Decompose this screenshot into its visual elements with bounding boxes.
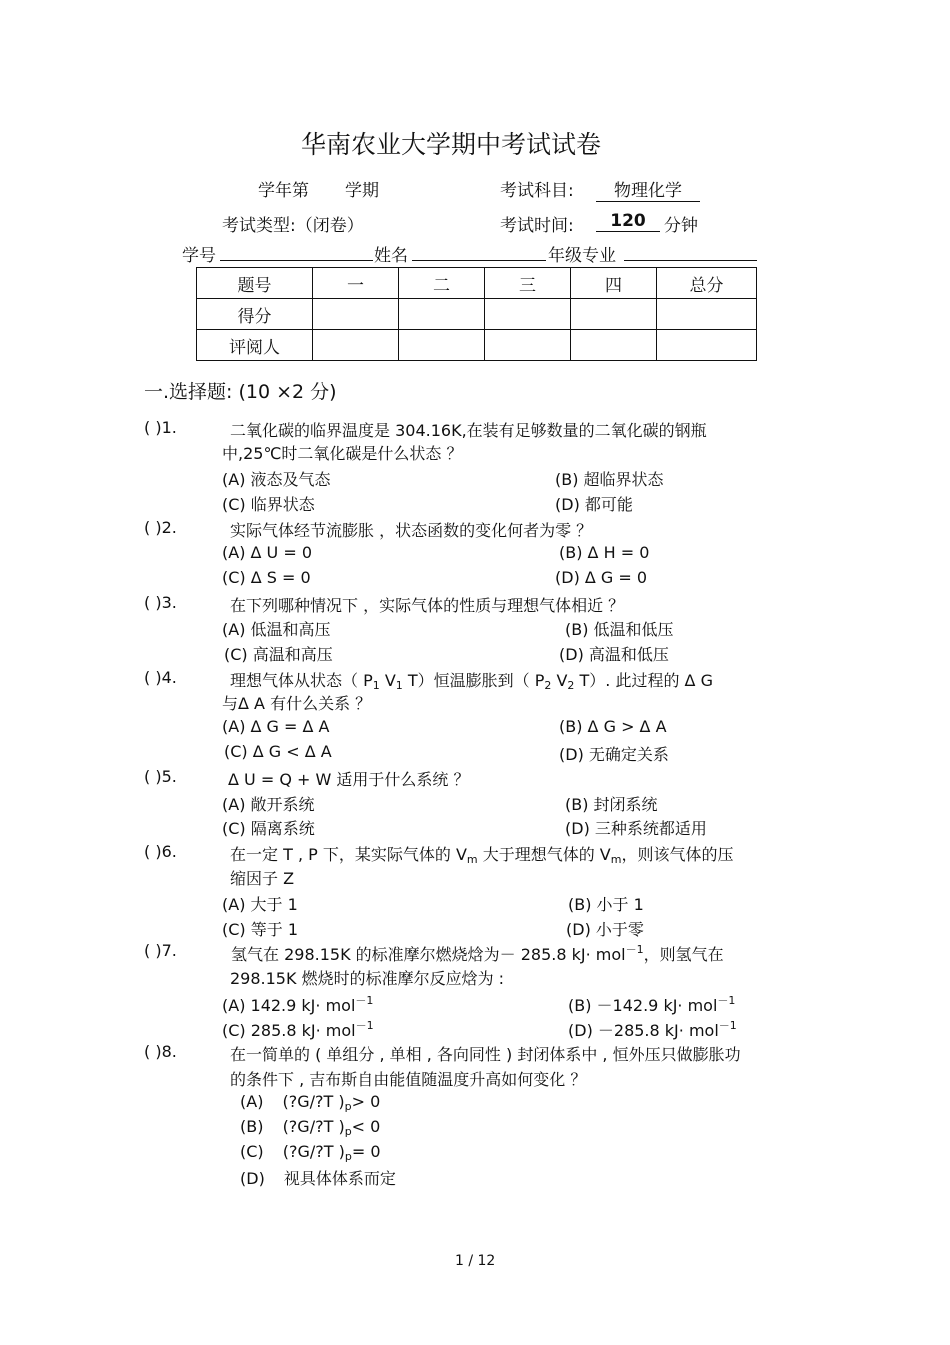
question-text: Δ U = Q + W 适用于什么系统 ？ (228, 770, 470, 789)
major-label: 年级专业 (548, 246, 616, 266)
text-segment: V (379, 671, 396, 690)
section-title: 一.选择题: (10 ×2 分) (144, 381, 337, 403)
option-c[interactable] (222, 1017, 374, 1040)
question-text: 二氧化碳的临界温度是 304.16K,在装有足够数量的二氧化碳的钢瓶 (230, 421, 707, 440)
option-b[interactable]: (B) Δ G > Δ A (559, 717, 667, 736)
subscript: p (344, 1125, 352, 1138)
option-text: < 0 (351, 1117, 381, 1136)
student-id-label: 学号 (182, 246, 216, 266)
option-b[interactable]: (B) 超临界状态 (555, 470, 664, 489)
subscript: p (344, 1150, 352, 1163)
reviewer-cell[interactable] (657, 330, 757, 361)
option-label: (D) (240, 1169, 265, 1188)
student-id-field[interactable] (220, 260, 373, 261)
option-c[interactable]: (C) Δ S = 0 (222, 568, 311, 587)
option-text: (C) 285.8 kJ· mol (222, 1021, 356, 1040)
option-d[interactable] (568, 1017, 737, 1041)
option-d[interactable]: (D) 都可能 (555, 495, 633, 514)
subject-label: 考试科目: (500, 181, 574, 201)
question-number: ( )8. (144, 1042, 177, 1061)
reviewer-cell[interactable] (313, 330, 399, 361)
reviewer-cell[interactable] (399, 330, 485, 361)
subscript: p (344, 1100, 352, 1113)
text-segment: T）. 此过程的 Δ G (574, 671, 713, 690)
question-number: ( )1. (144, 418, 177, 437)
option-c[interactable] (240, 1142, 381, 1163)
exam-type: 考试类型:（闭卷） (222, 216, 364, 236)
option-text: (B) －142.9 kJ· mol (568, 996, 718, 1015)
subscript: m (610, 853, 622, 866)
option-label: (A) (240, 1092, 264, 1111)
score-cell[interactable] (485, 299, 571, 330)
question-text (230, 842, 733, 866)
text-segment: 理想气体从状态（ P (230, 671, 373, 690)
score-cell[interactable] (399, 299, 485, 330)
year-label: 学年第 (258, 181, 309, 201)
table-row (197, 330, 757, 361)
table-row (197, 268, 757, 299)
superscript: －1 (355, 1019, 374, 1032)
option-label: (C) (240, 1142, 264, 1161)
question-text: 在一简单的 ( 单组分 , 单相 , 各向同性 ) 封闭体系中 , 恒外压只做膨胀功 (230, 1045, 741, 1064)
option-label: (B) (240, 1117, 264, 1136)
table-header-cell: 四 (571, 268, 657, 299)
table-header-cell: 题号 (197, 268, 313, 299)
table-header-cell: 二 (399, 268, 485, 299)
option-d[interactable]: (D) 高温和低压 (559, 645, 669, 664)
text-segment: T）恒温膨胀到（ P (402, 671, 545, 690)
subscript: 2 (567, 679, 575, 692)
page-title: 华南农业大学期中考试试卷 (301, 130, 602, 159)
option-a[interactable]: (A) 液态及气态 (222, 470, 331, 489)
reviewer-cell[interactable] (571, 330, 657, 361)
option-c[interactable]: (C) 高温和高压 (224, 645, 333, 664)
text-segment: 氢气在 298.15K 的标准摩尔燃烧焓为－ 285.8 kJ· mol (231, 945, 626, 964)
question-text: 中,25℃时二氧化碳是什么状态 ？ (222, 444, 463, 463)
score-cell[interactable] (657, 299, 757, 330)
time-unit: 分钟 (664, 216, 698, 236)
subscript: 1 (372, 679, 380, 692)
option-d[interactable]: (D) 三种系统都适用 (565, 819, 707, 838)
text-segment: 在一定 T , P 下，某实际气体的 V (230, 845, 467, 864)
question-number: ( )6. (144, 842, 177, 861)
question-text: 的条件下 , 吉布斯自由能值随温度升高如何变化 ？ (230, 1070, 587, 1089)
option-text: (D) －285.8 kJ· mol (568, 1021, 719, 1040)
table-header-cell: 总分 (657, 268, 757, 299)
option-c[interactable]: (C) Δ G < Δ A (224, 742, 332, 761)
option-b[interactable] (568, 992, 735, 1016)
option-c[interactable]: (C) 临界状态 (222, 495, 315, 514)
question-text: 298.15K 燃烧时的标准摩尔反应焓为 : (230, 969, 505, 988)
option-a[interactable]: (A) 大于 1 (222, 895, 298, 914)
text-segment: ，则氢气在 (643, 945, 724, 964)
superscript: －1 (718, 1019, 737, 1032)
question-number: ( )5. (144, 767, 177, 786)
subject-value: 物理化学 (596, 176, 700, 202)
question-text: 在下列哪种情况下 ，实际气体的性质与理想气体相近 ？ (230, 596, 625, 615)
name-label: 姓名 (374, 246, 408, 266)
subscript: m (466, 853, 478, 866)
option-d[interactable]: (D) 小于零 (566, 920, 644, 939)
question-number: ( )4. (144, 668, 177, 687)
option-a[interactable]: (A) Δ G = Δ A (222, 717, 330, 736)
option-a[interactable] (222, 992, 373, 1015)
question-number: ( )3. (144, 593, 177, 612)
time-label: 考试时间: (500, 216, 574, 236)
option-b[interactable]: (B) 封闭系统 (565, 795, 658, 814)
option-b[interactable]: (B) Δ H = 0 (559, 543, 650, 562)
page-number: 1 / 12 (455, 1253, 496, 1269)
option-text: 视具体体系而定 (283, 1169, 396, 1188)
question-number: ( )7. (144, 941, 177, 960)
option-text: (?G/?T ) (282, 1142, 345, 1161)
text-segment: 大于理想气体的 V (477, 845, 611, 864)
option-a[interactable] (240, 1092, 380, 1113)
question-text (231, 941, 724, 965)
table-row (197, 299, 757, 330)
question-number: ( )2. (144, 518, 177, 537)
subscript: 2 (544, 679, 552, 692)
superscript: －1 (625, 943, 644, 956)
text-segment: V (551, 671, 568, 690)
superscript: －1 (717, 994, 736, 1007)
option-text: > 0 (351, 1092, 381, 1111)
term-label: 学期 (345, 181, 379, 201)
score-table (196, 267, 757, 361)
option-c[interactable]: (C) 隔离系统 (222, 819, 315, 838)
subscript: 1 (395, 679, 403, 692)
question-text: 实际气体经节流膨胀 ，状态函数的变化何者为零 ？ (230, 521, 593, 540)
major-field[interactable] (624, 260, 757, 261)
score-cell[interactable] (571, 299, 657, 330)
option-d[interactable]: (D) 无确定关系 (559, 745, 669, 764)
option-c[interactable]: (C) 等于 1 (222, 920, 299, 939)
option-b[interactable]: (B) 小于 1 (568, 895, 644, 914)
table-row-label: 得分 (197, 299, 313, 330)
reviewer-cell[interactable] (485, 330, 571, 361)
table-header-cell: 一 (313, 268, 399, 299)
option-a[interactable]: (A) Δ U = 0 (222, 543, 313, 562)
option-a[interactable]: (A) 低温和高压 (222, 620, 331, 639)
option-text: (?G/?T ) (282, 1092, 345, 1111)
option-b[interactable] (240, 1117, 380, 1138)
name-field[interactable] (412, 260, 546, 261)
option-d[interactable] (240, 1166, 396, 1189)
table-header-cell: 三 (485, 268, 571, 299)
table-row-label: 评阅人 (197, 330, 313, 361)
option-a[interactable]: (A) 敞开系统 (222, 795, 315, 814)
time-value: 120 (596, 211, 660, 232)
option-text: (A) 142.9 kJ· mol (222, 996, 356, 1015)
option-text: (?G/?T ) (282, 1117, 345, 1136)
option-b[interactable]: (B) 低温和低压 (565, 620, 674, 639)
superscript: －1 (355, 994, 374, 1007)
question-text (230, 668, 713, 692)
option-text: = 0 (351, 1142, 381, 1161)
option-d[interactable]: (D) Δ G = 0 (555, 568, 648, 587)
question-text: 缩因子 Z (230, 869, 295, 888)
text-segment: ，则该气体的压 (621, 845, 734, 864)
score-cell[interactable] (313, 299, 399, 330)
question-text: 与Δ A 有什么关系 ？ (222, 694, 372, 713)
